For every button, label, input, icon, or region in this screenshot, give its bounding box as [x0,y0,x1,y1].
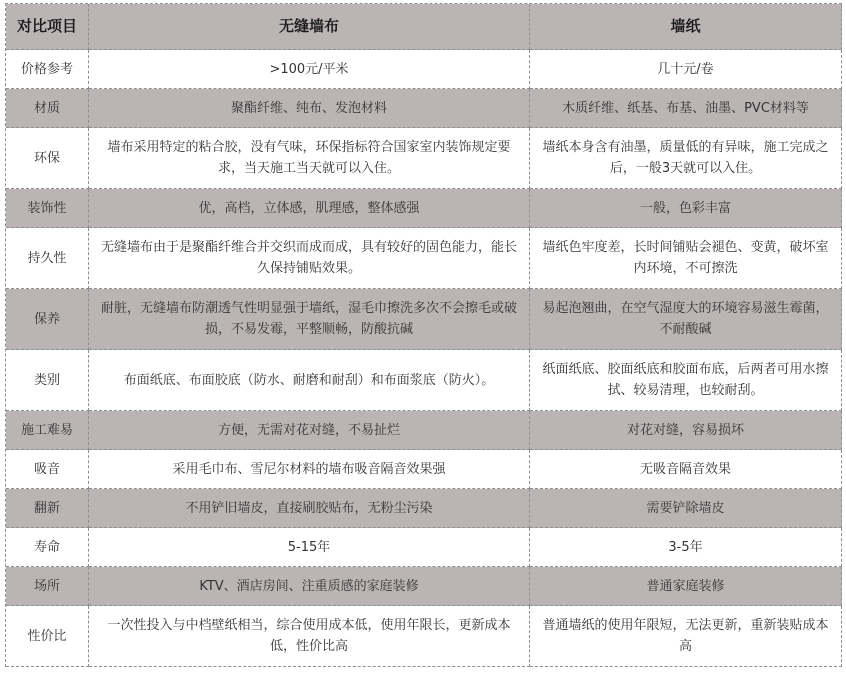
row-item: 持久性 [6,228,89,289]
row-item: 场所 [6,567,89,606]
table-row [6,228,842,289]
header-item: 对比项目 [6,4,89,50]
row-item: 施工难易 [6,411,89,450]
table-row [6,411,842,450]
row-wallpaper: 普通墙纸的使用年限短，无法更新，重新装贴成本高 [530,606,842,667]
row-seamless: 聚酯纤维、纯布、发泡材料 [89,89,530,128]
row-wallpaper: 木质纤维、纸基、布基、油墨、PVC材料等 [530,89,842,128]
row-wallpaper: 3-5年 [530,528,842,567]
row-item: 吸音 [6,450,89,489]
table-row [6,606,842,667]
table-row [6,89,842,128]
row-seamless: 不用铲旧墙皮，直接刷胶贴布，无粉尘污染 [89,489,530,528]
row-wallpaper: 纸面纸底、胶面纸底和胶面布底，后两者可用水擦拭、较易清理，也较耐刮。 [530,350,842,411]
row-item: 保养 [6,289,89,350]
row-wallpaper: 一般，色彩丰富 [530,189,842,228]
comparison-table-container [5,3,841,667]
row-wallpaper: 墙纸本身含有油墨，质量低的有异味，施工完成之后，一般3天就可以入住。 [530,128,842,189]
row-wallpaper: 无吸音隔音效果 [530,450,842,489]
row-wallpaper: 墙纸色牢度差，长时间铺贴会褪色、变黄，破坏室内环境，不可擦洗 [530,228,842,289]
row-seamless: 采用毛巾布、雪尼尔材料的墙布吸音隔音效果强 [89,450,530,489]
table-row [6,350,842,411]
table-row [6,567,842,606]
row-seamless: 无缝墙布由于是聚酯纤维合并交织而成而成，具有较好的固色能力，能长久保持铺贴效果。 [89,228,530,289]
header-wallpaper: 墙纸 [530,4,842,50]
row-seamless: 方便，无需对花对缝，不易扯烂 [89,411,530,450]
row-seamless: >100元/平米 [89,50,530,89]
row-item: 价格参考 [6,50,89,89]
row-item: 装饰性 [6,189,89,228]
row-seamless: 墙布采用特定的粘合胶，没有气味，环保指标符合国家室内装饰规定要求，当天施工当天就可以入住。 [89,128,530,189]
row-seamless: KTV、酒店房间、注重质感的家庭装修 [89,567,530,606]
table-header-row [6,4,842,50]
row-item: 材质 [6,89,89,128]
row-wallpaper: 普通家庭装修 [530,567,842,606]
row-item: 类别 [6,350,89,411]
table-row [6,289,842,350]
row-item: 寿命 [6,528,89,567]
header-seamless-wallcloth: 无缝墙布 [89,4,530,50]
row-seamless: 优，高档，立体感，肌理感，整体感强 [89,189,530,228]
row-wallpaper: 几十元/卷 [530,50,842,89]
table-row [6,128,842,189]
row-wallpaper: 需要铲除墙皮 [530,489,842,528]
row-item: 性价比 [6,606,89,667]
table-row [6,189,842,228]
row-seamless: 布面纸底、布面胶底（防水、耐磨和耐刮）和布面浆底（防火）。 [89,350,530,411]
row-item: 环保 [6,128,89,189]
table-row [6,50,842,89]
row-seamless: 5-15年 [89,528,530,567]
row-wallpaper: 对花对缝，容易损坏 [530,411,842,450]
row-seamless: 一次性投入与中档壁纸相当，综合使用成本低，使用年限长，更新成本低，性价比高 [89,606,530,667]
table-row [6,528,842,567]
comparison-table [5,3,842,667]
row-item: 翻新 [6,489,89,528]
row-seamless: 耐脏，无缝墙布防潮透气性明显强于墙纸，湿毛巾擦洗多次不会擦毛或破损，不易发霉，平整顺畅，防酸抗碱 [89,289,530,350]
table-row [6,489,842,528]
row-wallpaper: 易起泡翘曲，在空气湿度大的环境容易滋生霉菌，不耐酸碱 [530,289,842,350]
table-row [6,450,842,489]
